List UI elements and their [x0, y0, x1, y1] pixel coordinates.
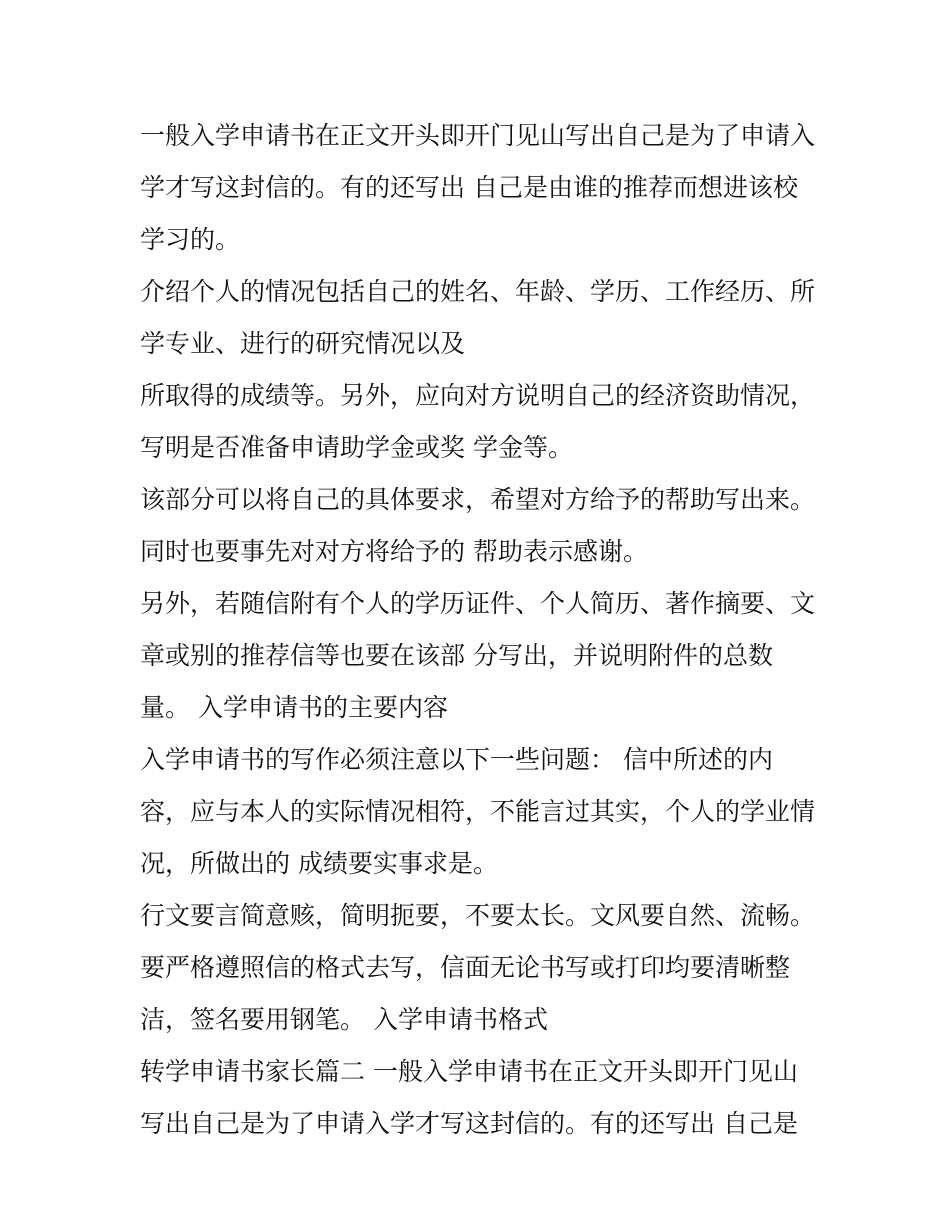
text-line: 容，应与本人的实际情况相符，不能言过其实，个人的学业情	[140, 797, 816, 826]
text-line: 该部分可以将自己的具体要求，希望对方给予的帮助写出来。	[140, 485, 816, 514]
text-line: 介绍个人的情况包括自己的姓名、年龄、学历、工作经历、所	[140, 277, 816, 306]
text-line: 章或别的推荐信等也要在该部 分写出，并说明附件的总数	[140, 641, 773, 670]
text-line: 写明是否准备申请助学金或奖 学金等。	[140, 433, 573, 462]
text-line: 同时也要事先对对方将给予的 帮助表示感谢。	[140, 537, 648, 566]
text-line: 一般入学申请书在正文开头即开门见山写出自己是为了申请入	[140, 121, 816, 150]
text-line: 转学申请书家长篇二 一般入学申请书在正文开头即开门见山	[140, 1057, 798, 1086]
text-line: 入学申请书的写作必须注意以下一些问题： 信中所述的内	[140, 745, 773, 774]
text-line: 另外，若随信附有个人的学历证件、个人简历、著作摘要、文	[140, 589, 816, 618]
text-line: 学专业、进行的研究情况以及	[140, 329, 466, 358]
text-line: 所取得的成绩等。另外，应向对方说明自己的经济资助情况，	[140, 381, 816, 410]
text-line: 量。 入学申请书的主要内容	[140, 693, 448, 722]
text-line: 况，所做出的 成绩要实事求是。	[140, 849, 498, 878]
text-line: 写出自己是为了申请入学才写这封信的。有的还写出 自己是	[140, 1109, 798, 1138]
text-line: 学习的。	[140, 225, 241, 254]
text-line: 行文要言简意赅，简明扼要，不要太长。文风要自然、流畅。	[140, 901, 816, 930]
text-line: 要严格遵照信的格式去写，信面无论书写或打印均要清晰整	[140, 953, 791, 982]
text-line: 洁，签名要用钢笔。 入学申请书格式	[140, 1005, 548, 1034]
document-body	[140, 110, 840, 1150]
text-line: 学才写这封信的。有的还写出 自己是由谁的推荐而想进该校	[140, 173, 798, 202]
